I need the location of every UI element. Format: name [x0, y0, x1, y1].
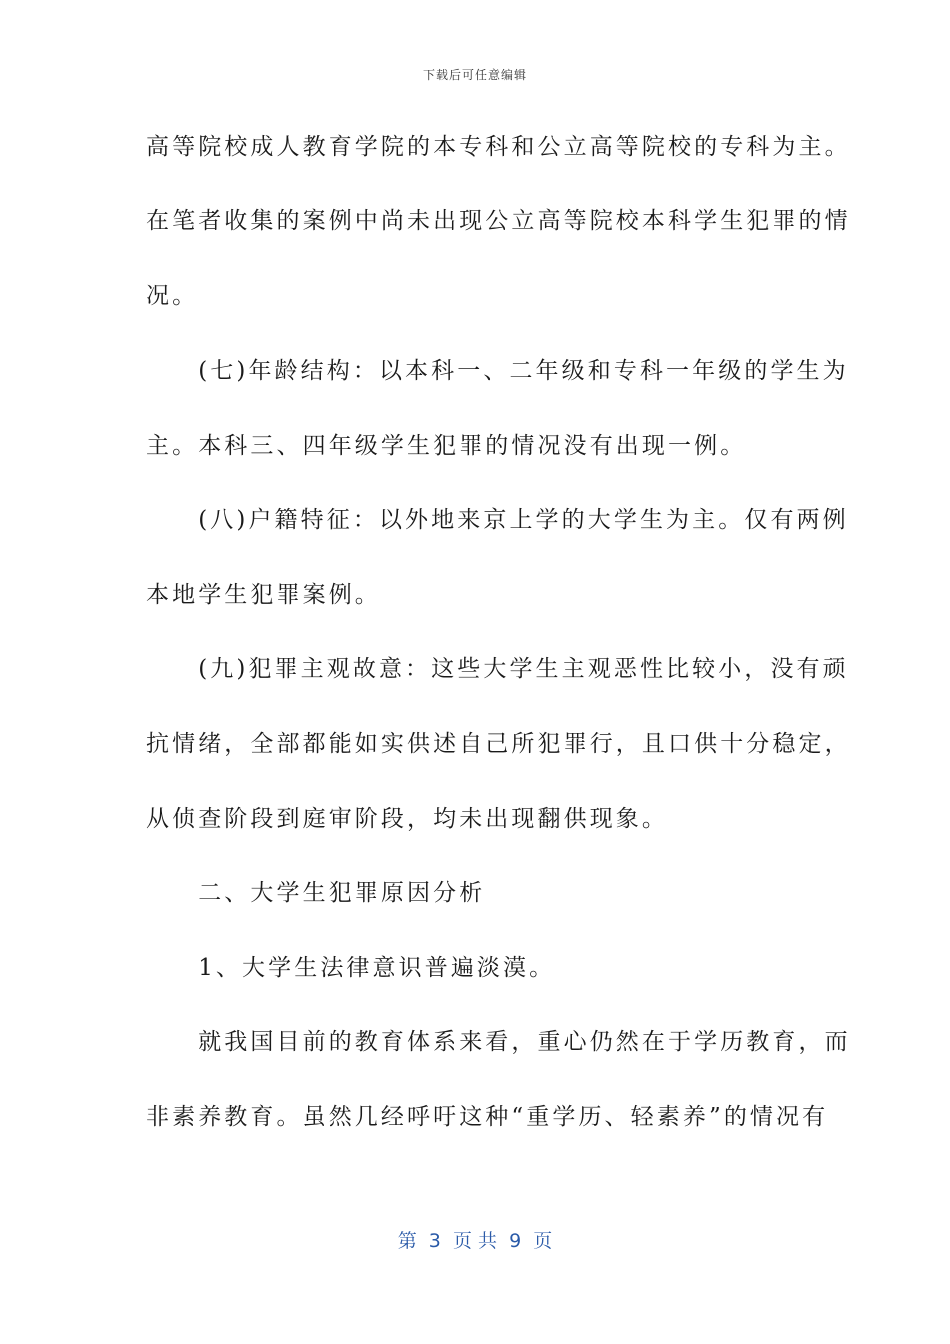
text-line-14: 非素养教育。虽然几经呼吁这种“重学历、轻素养”的情况有 [146, 1104, 829, 1130]
text-line-2: 在笔者收集的案例中尚未出现公立高等院校本科学生犯罪的情 [146, 208, 851, 234]
page-number-footer: 第 3 页 共 9 页 [397, 1230, 553, 1252]
page-header-note: 下载后可任意编辑 [422, 68, 527, 82]
text-line-10: 从侦查阶段到庭审阶段，均未出现翻供现象。 [146, 806, 668, 832]
text-line-12: 1、大学生法律意识普遍淡漠。 [146, 955, 556, 981]
text-line-1: 高等院校成人教育学院的本专科和公立高等院校的专科为主。 [146, 134, 851, 160]
text-line-8: (九)犯罪主观故意：这些大学生主观恶性比较小，没有顽 [146, 656, 849, 682]
text-line-9: 抗情绪，全部都能如实供述自己所犯罪行，且口供十分稳定， [146, 731, 851, 757]
text-line-6: (八)户籍特征：以外地来京上学的大学生为主。仅有两例 [146, 507, 849, 533]
text-line-7: 本地学生犯罪案例。 [146, 582, 381, 608]
text-line-4: (七)年龄结构：以本科一、二年级和专科一年级的学生为 [146, 358, 849, 384]
text-line-3: 况。 [146, 283, 199, 309]
text-line-13: 就我国目前的教育体系来看，重心仍然在于学历教育，而 [146, 1029, 851, 1055]
text-line-11: 二、大学生犯罪原因分析 [146, 880, 486, 906]
text-line-5: 主。本科三、四年级学生犯罪的情况没有出现一例。 [146, 433, 747, 459]
